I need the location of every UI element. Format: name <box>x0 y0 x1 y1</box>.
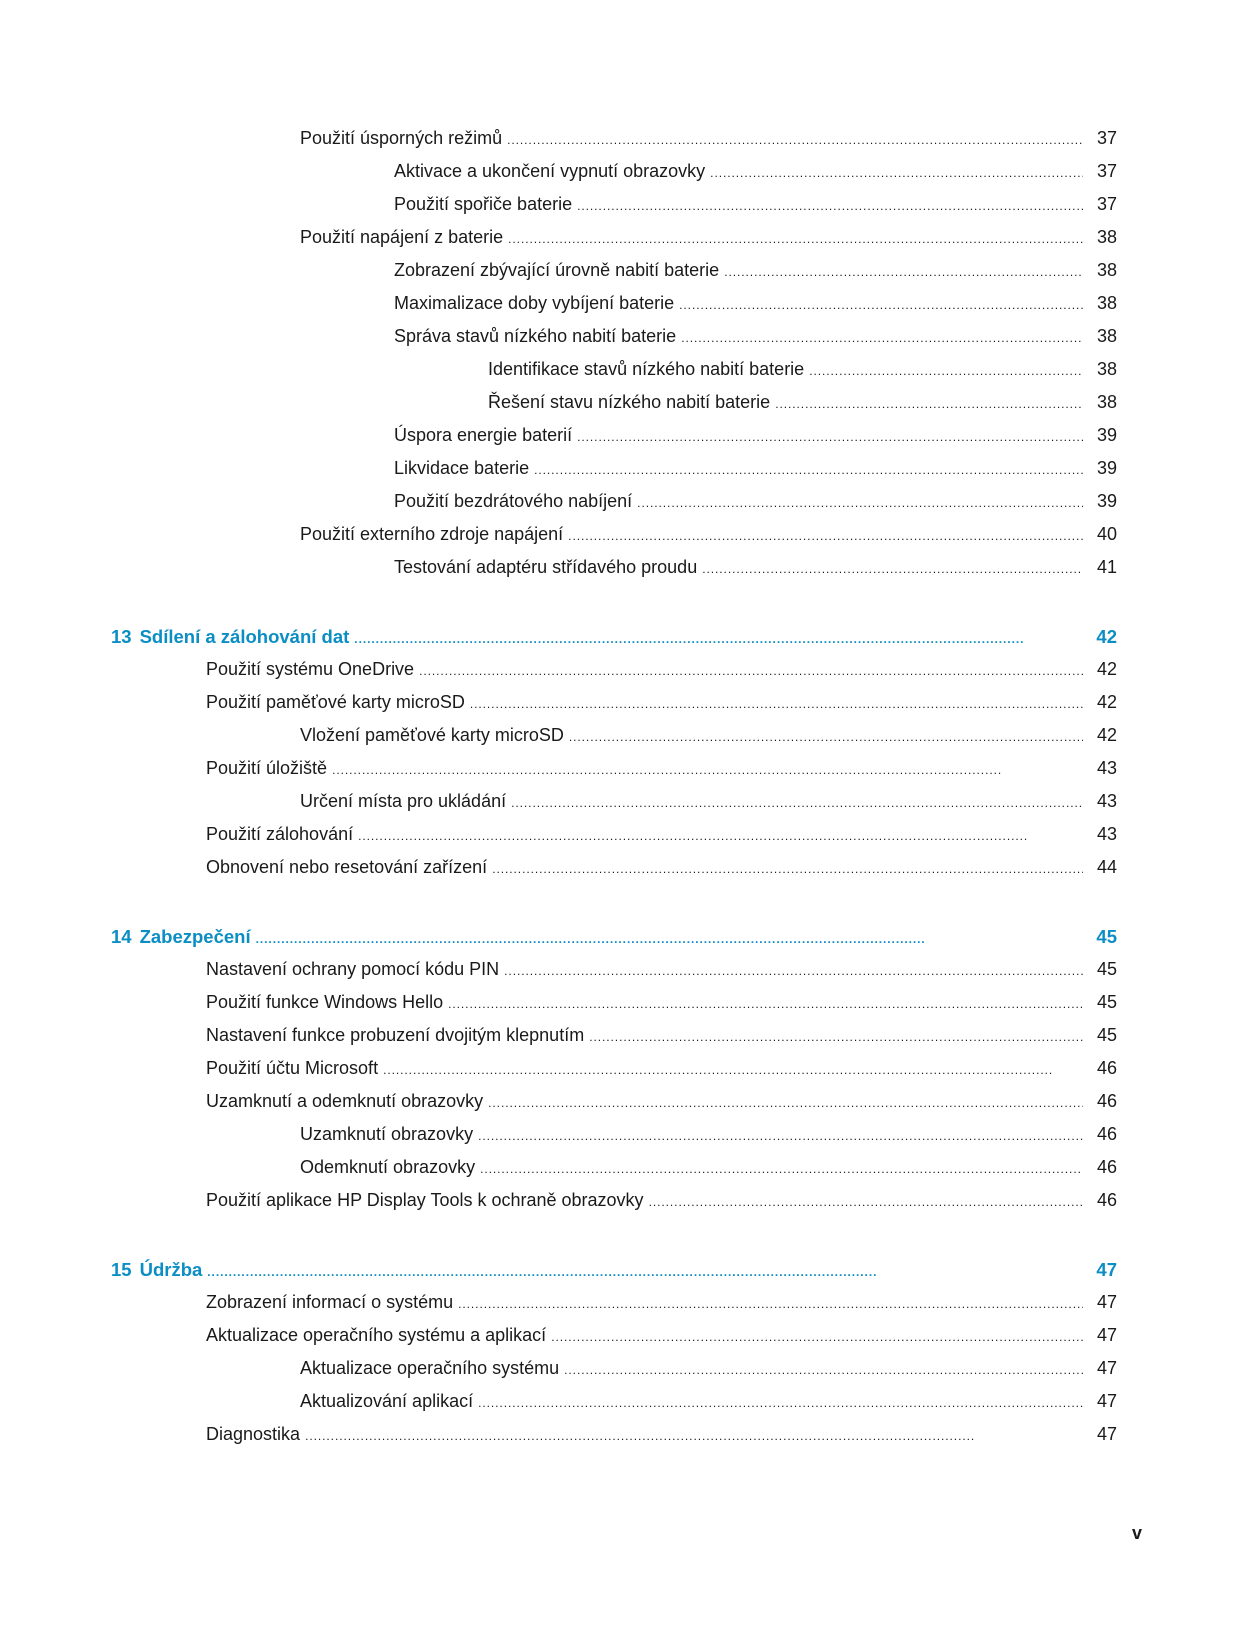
toc-entry-page: 42 <box>1096 692 1117 712</box>
toc-entry-page: 38 <box>1096 260 1117 280</box>
toc-entry-title: Použití zálohování <box>206 824 354 844</box>
dot-leader <box>507 124 1083 157</box>
toc-entry[interactable] <box>0 818 1117 851</box>
toc-entry-page: 38 <box>1096 227 1117 247</box>
toc-entry[interactable] <box>0 851 1117 884</box>
toc-entry[interactable] <box>0 752 1117 785</box>
toc-entry-title: Úspora energie baterií <box>394 425 573 445</box>
chapter-number: 14 <box>111 926 132 947</box>
toc-entry-page: 45 <box>1096 1025 1117 1045</box>
dot-leader <box>589 1021 1083 1054</box>
dot-leader <box>419 655 1083 688</box>
dot-leader <box>478 1120 1083 1153</box>
toc-entry[interactable] <box>0 1352 1117 1385</box>
toc-entry-page: 39 <box>1096 491 1117 511</box>
dot-leader <box>478 1387 1083 1420</box>
toc-entry[interactable] <box>0 719 1117 752</box>
dot-leader <box>681 322 1083 355</box>
toc-entry-page: 37 <box>1096 194 1117 214</box>
dot-leader <box>305 1420 1083 1453</box>
toc-entry[interactable] <box>0 986 1117 1019</box>
toc-entry[interactable] <box>0 518 1117 551</box>
dot-leader <box>504 955 1083 988</box>
table-of-contents <box>0 122 1239 1451</box>
toc-entry-title: Použití napájení z baterie <box>300 227 504 247</box>
toc-chapter-13[interactable] <box>0 620 1117 653</box>
dot-leader <box>256 923 1083 956</box>
toc-entry[interactable] <box>0 1418 1117 1451</box>
toc-entry-title: Použití úsporných režimů <box>300 128 503 148</box>
dot-leader <box>207 1256 1083 1289</box>
dot-leader <box>724 256 1083 289</box>
toc-entry-page: 46 <box>1096 1091 1117 1111</box>
dot-leader <box>577 190 1083 223</box>
dot-leader <box>679 289 1083 322</box>
toc-entry-title: Maximalizace doby vybíjení baterie <box>394 293 675 313</box>
dot-leader <box>551 1321 1083 1354</box>
toc-entry[interactable] <box>0 1385 1117 1418</box>
dot-leader <box>534 454 1083 487</box>
toc-entry[interactable] <box>0 386 1117 419</box>
toc-entry-page: 38 <box>1096 326 1117 346</box>
toc-entry-page: 42 <box>1096 659 1117 679</box>
toc-entry-title: Nastavení ochrany pomocí kódu PIN <box>206 959 500 979</box>
toc-entry[interactable] <box>0 452 1117 485</box>
toc-entry-title: Použití funkce Windows Hello <box>206 992 444 1012</box>
dot-leader <box>470 688 1083 721</box>
toc-entry[interactable] <box>0 1319 1117 1352</box>
chapter-page: 45 <box>1096 926 1117 947</box>
dot-leader <box>809 355 1083 388</box>
toc-entry-title: Použití účtu Microsoft <box>206 1058 379 1078</box>
dot-leader <box>508 223 1083 256</box>
toc-entry-title: Použití aplikace HP Display Tools k ochraně obrazovky <box>206 1190 644 1210</box>
chapter-title: Údržba <box>139 1259 203 1280</box>
toc-entry-title: Aktualizace operačního systému a aplikací <box>206 1325 547 1345</box>
toc-entry[interactable] <box>0 155 1117 188</box>
dot-leader <box>577 421 1083 454</box>
toc-entry-page: 45 <box>1096 959 1117 979</box>
dot-leader <box>458 1288 1083 1321</box>
dot-leader <box>488 1087 1083 1120</box>
chapter-page: 42 <box>1096 626 1117 647</box>
toc-entry[interactable] <box>0 122 1117 155</box>
toc-entry-page: 37 <box>1096 161 1117 181</box>
toc-entry[interactable] <box>0 785 1117 818</box>
toc-entry-title: Zobrazení informací o systému <box>206 1292 454 1312</box>
dot-leader <box>448 988 1083 1021</box>
toc-entry-title: Likvidace baterie <box>394 458 530 478</box>
toc-entry-page: 46 <box>1096 1058 1117 1078</box>
page-number: v <box>1132 1523 1143 1543</box>
dot-leader <box>354 623 1083 656</box>
dot-leader <box>492 853 1083 886</box>
dot-leader <box>710 157 1083 190</box>
toc-entry-page: 47 <box>1096 1424 1117 1444</box>
toc-entry-title: Aktivace a ukončení vypnutí obrazovky <box>394 161 706 181</box>
toc-entry-title: Aktualizování aplikací <box>300 1391 474 1411</box>
toc-entry-page: 47 <box>1096 1325 1117 1345</box>
toc-entry-page: 37 <box>1096 128 1117 148</box>
chapter-title: Zabezpečení <box>139 926 251 947</box>
toc-entry[interactable] <box>0 1184 1117 1217</box>
toc-entry-title: Aktualizace operačního systému <box>300 1358 560 1378</box>
toc-entry[interactable] <box>0 419 1117 452</box>
toc-entry-title: Řešení stavu nízkého nabití baterie <box>488 392 771 412</box>
toc-entry-title: Odemknutí obrazovky <box>300 1157 476 1177</box>
dot-leader <box>568 520 1083 553</box>
dot-leader <box>332 754 1083 787</box>
toc-entry[interactable] <box>0 686 1117 719</box>
toc-entry-title: Testování adaptéru střídavého proudu <box>394 557 698 577</box>
toc-entry-page: 38 <box>1096 392 1117 412</box>
toc-entry[interactable] <box>0 221 1117 254</box>
toc-entry-page: 40 <box>1096 524 1117 544</box>
toc-entry-title: Určení místa pro ukládání <box>300 791 507 811</box>
dot-leader <box>358 820 1083 853</box>
toc-entry-page: 46 <box>1096 1190 1117 1210</box>
toc-entry-page: 44 <box>1096 857 1117 877</box>
dot-leader <box>637 487 1083 520</box>
toc-entry-title: Správa stavů nízkého nabití baterie <box>394 326 677 346</box>
chapter-page: 47 <box>1096 1259 1117 1280</box>
toc-entry-title: Diagnostika <box>206 1424 301 1444</box>
toc-entry-title: Nastavení funkce probuzení dvojitým klepnutím <box>206 1025 585 1045</box>
toc-entry[interactable] <box>0 1286 1117 1319</box>
toc-entry-page: 47 <box>1096 1391 1117 1411</box>
toc-entry-page: 46 <box>1096 1157 1117 1177</box>
toc-entry-title: Použití úložiště <box>206 758 328 778</box>
toc-entry-page: 45 <box>1096 992 1117 1012</box>
toc-entry[interactable] <box>0 1019 1117 1052</box>
toc-entry-page: 38 <box>1096 359 1117 379</box>
toc-entry-title: Použití paměťové karty microSD <box>206 692 465 712</box>
toc-entry[interactable] <box>0 254 1117 287</box>
chapter-number: 15 <box>111 1259 132 1280</box>
dot-leader <box>702 553 1083 586</box>
toc-entry[interactable] <box>0 1151 1117 1184</box>
toc-entry-title: Použití externího zdroje napájení <box>300 524 564 544</box>
toc-entry-page: 47 <box>1096 1292 1117 1312</box>
toc-entry-title: Zobrazení zbývající úrovně nabití baterie <box>394 260 720 280</box>
dot-leader <box>480 1153 1083 1186</box>
toc-entry-title: Identifikace stavů nízkého nabití baterie <box>488 359 805 379</box>
toc-chapter-14[interactable] <box>0 920 1117 953</box>
toc-entry[interactable] <box>0 353 1117 386</box>
toc-entry[interactable] <box>0 320 1117 353</box>
toc-entry-title: Obnovení nebo resetování zařízení <box>206 857 488 877</box>
toc-entry[interactable] <box>0 485 1117 518</box>
toc-entry-title: Použití bezdrátového nabíjení <box>394 491 633 511</box>
toc-entry[interactable] <box>0 1118 1117 1151</box>
toc-entry[interactable] <box>0 1085 1117 1118</box>
toc-entry-page: 46 <box>1096 1124 1117 1144</box>
toc-entry[interactable] <box>0 287 1117 320</box>
dot-leader <box>649 1186 1083 1219</box>
dot-leader <box>569 721 1083 754</box>
dot-leader <box>511 787 1083 820</box>
toc-entry[interactable] <box>0 1052 1117 1085</box>
dot-leader <box>564 1354 1083 1387</box>
toc-entry[interactable] <box>0 953 1117 986</box>
toc-entry-page: 38 <box>1096 293 1117 313</box>
toc-entry-title: Použití systému OneDrive <box>206 659 415 679</box>
toc-entry-title: Vložení paměťové karty microSD <box>300 725 564 745</box>
toc-entry-page: 43 <box>1096 758 1117 778</box>
chapter-title: Sdílení a zálohování dat <box>139 626 350 647</box>
toc-entry-page: 39 <box>1096 458 1117 478</box>
toc-entry-page: 43 <box>1096 791 1117 811</box>
toc-entry[interactable] <box>0 653 1117 686</box>
toc-chapter-15[interactable] <box>0 1253 1117 1286</box>
toc-entry-page: 47 <box>1096 1358 1117 1378</box>
toc-entry-title: Uzamknutí a odemknutí obrazovky <box>206 1091 484 1111</box>
toc-entry-title: Použití spořiče baterie <box>394 194 573 214</box>
toc-entry[interactable] <box>0 551 1117 584</box>
dot-leader <box>383 1054 1083 1087</box>
chapter-number: 13 <box>111 626 132 647</box>
toc-entry[interactable] <box>0 188 1117 221</box>
toc-entry-page: 42 <box>1096 725 1117 745</box>
toc-entry-page: 39 <box>1096 425 1117 445</box>
toc-entry-page: 41 <box>1096 557 1117 577</box>
toc-entry-title: Uzamknutí obrazovky <box>300 1124 474 1144</box>
dot-leader <box>775 388 1083 421</box>
toc-entry-page: 43 <box>1096 824 1117 844</box>
